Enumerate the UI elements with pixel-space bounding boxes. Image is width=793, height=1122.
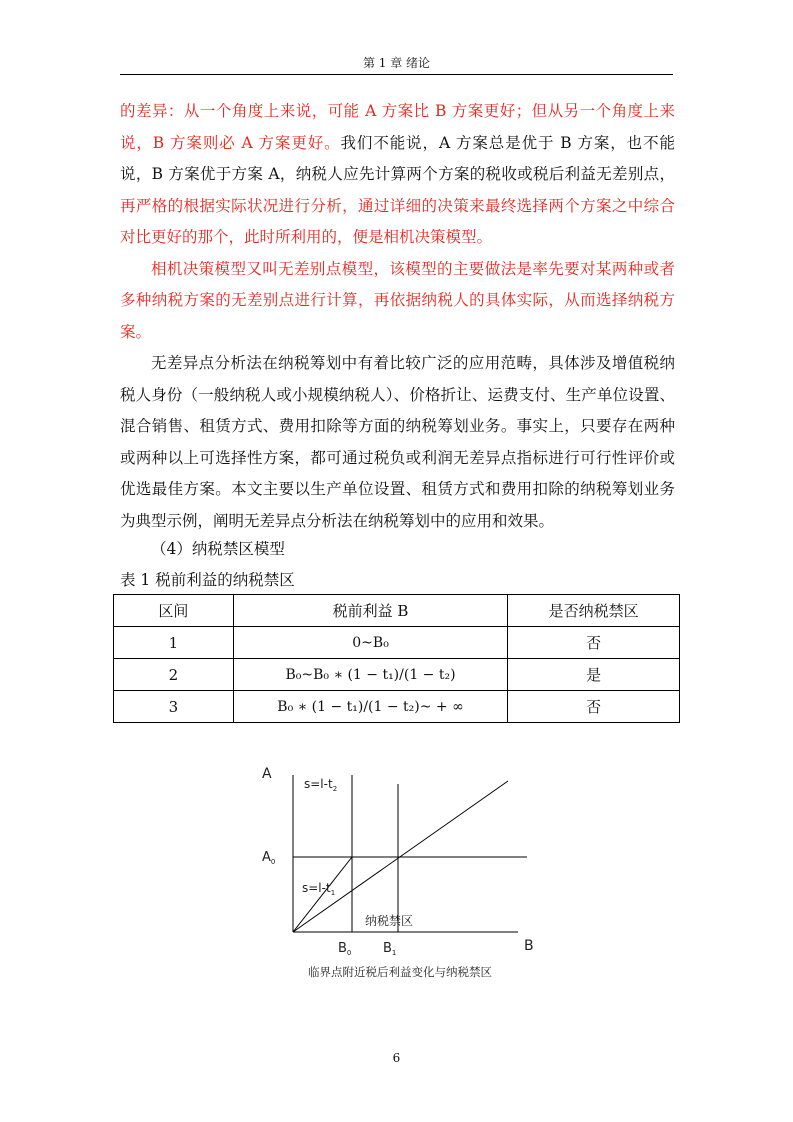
tax-forbidden-zone-table: [113, 594, 680, 723]
table-row: [114, 659, 680, 691]
table-cell-forbidden: 否: [508, 627, 680, 659]
table-cell-interval: 3: [114, 691, 234, 723]
b0-label: [338, 941, 351, 957]
y-axis-label: A: [262, 766, 272, 782]
a0-label-sub: 0: [270, 858, 276, 866]
table-cell-forbidden: 否: [508, 691, 680, 723]
x-axis-label: B: [524, 938, 534, 954]
table-header-interval: 区间: [114, 595, 234, 627]
table-header-pretax-benefit: 税前利益 B: [233, 595, 508, 627]
paragraph-2: 相机决策模型又叫无差别点模型，该模型的主要做法是率先要对某两种或者多种纳税方案的无差别点进行计算，再依据纳税人的具体实际，从而选择纳税方案。: [120, 259, 675, 341]
paragraph-1-red-a: 的差异：从一个角度上来说，可能 A 方案比 B 方案更好；但从另一个角度上来说，B 方案则必 A 方案更好。: [120, 102, 675, 152]
table-cell-range: B₀ ∗ (1 − t₁)/(1 − t₂)~ + ∞: [233, 691, 508, 723]
a0-label-main: A: [262, 850, 271, 865]
table-header-row: [114, 595, 680, 627]
table-cell-interval: 1: [114, 627, 234, 659]
b1-label-main: B: [383, 941, 392, 956]
table-cell-forbidden: 是: [508, 659, 680, 691]
b1-label-sub: 1: [391, 949, 397, 957]
header-rule: [120, 74, 673, 75]
tax-forbidden-zone-diagram: [250, 755, 550, 985]
table-cell-range: B₀~B₀ ∗ (1 − t₁)/(1 − t₂): [233, 659, 508, 691]
section-subheading: （4）纳税禁区模型: [151, 540, 285, 558]
table-cell-range: 0~B₀: [233, 627, 508, 659]
paragraph-3: 无差异点分析法在纳税筹划中有着比较广泛的应用范畴，具体涉及增值税纳税人身份（一般纳税人或小规模纳税人）、价格折让、运费支付、生产单位设置、混合销售、租赁方式、费用扣除等方面的纳税筹划业务。事实上，只要存在两种或两种以上可选择性方案，都可通过税负或利润无差异点指标进行可行性评价或优选最佳方案。本文主要以生产单位设置、租赁方式和费用扣除的纳税筹划业务为典型示例，阐明无差异点分析法在纳税筹划中的应用和效果。: [120, 354, 675, 530]
b0-label-sub: 0: [346, 949, 352, 957]
figure-caption: 临界点附近税后利益变化与纳税禁区: [308, 965, 492, 979]
paragraph-1-red-b: 再严格的根据实际状况进行分析，通过详细的决策来最终选择两个方案之中综合对比更好的那个，此时所利用的，便是相机决策模型。: [120, 196, 675, 246]
line-t1-label: [302, 881, 335, 897]
table-header-forbidden: 是否纳税禁区: [508, 595, 680, 627]
line-t2-label: [304, 777, 337, 793]
paragraph-1-black: 我们不能说，A 方案总是优于 B 方案，也不能说，B 方案优于方案 A，纳税人应先计算两个方案的税收或税后利益无差别点，: [120, 133, 675, 183]
table-row: [114, 627, 680, 659]
line-t1-label-sub: 1: [330, 889, 336, 897]
a0-label: [262, 850, 275, 866]
forbidden-zone-label: 纳税禁区: [365, 914, 414, 928]
line-t1-label-main: s=l-t: [302, 881, 331, 895]
body-text: [120, 96, 675, 537]
running-header: 第 1 章 绪论: [362, 56, 431, 70]
table-cell-interval: 2: [114, 659, 234, 691]
b0-label-main: B: [338, 941, 347, 956]
page-number: 6: [392, 1051, 401, 1065]
table-caption: 表 1 税前利益的纳税禁区: [120, 571, 295, 589]
table-row: [114, 691, 680, 723]
line-t2-label-sub: 2: [332, 785, 338, 793]
b1-label: [383, 941, 396, 957]
line-t2-label-main: s=l-t: [304, 777, 333, 791]
paragraph-1: [120, 96, 675, 254]
